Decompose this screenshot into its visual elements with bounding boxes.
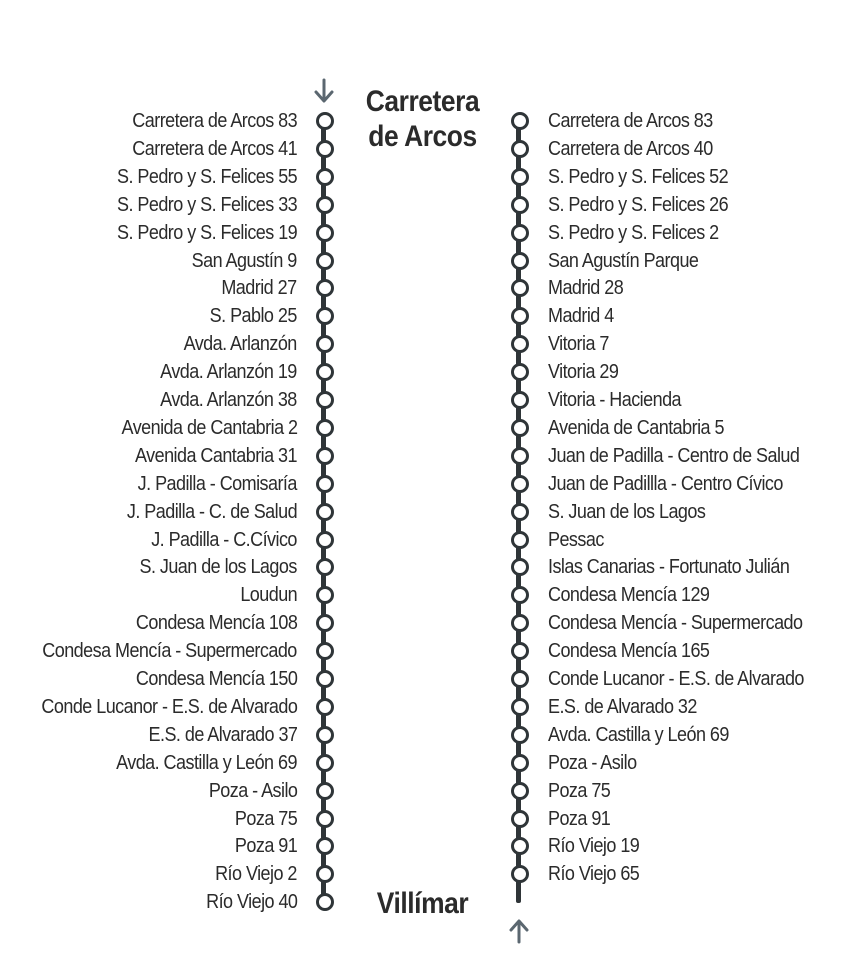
- stop-label: Río Viejo 19: [548, 835, 640, 858]
- stop-label: Conde Lucanor - E.S. de Alvarado: [41, 695, 297, 718]
- stop-marker: [511, 252, 529, 270]
- stop-label: S. Pedro y S. Felices 33: [116, 193, 297, 216]
- stop-marker: [511, 363, 529, 381]
- terminus-bottom-label: [354, 886, 490, 921]
- stop-label: Avenida de Cantabria 2: [121, 416, 297, 439]
- stop-label: Condesa Mencía 165: [548, 640, 710, 663]
- stop-label: Carretera de Arcos 40: [548, 137, 713, 160]
- stop-marker: [511, 475, 529, 493]
- stop-label: Avda. Arlanzón 19: [160, 361, 297, 384]
- stop-label: Río Viejo 2: [215, 863, 297, 886]
- stop-marker: [316, 726, 334, 744]
- stop-label: S. Juan de los Lagos: [139, 556, 297, 579]
- stop-marker: [316, 782, 334, 800]
- stop-marker: [316, 335, 334, 353]
- stop-marker: [511, 196, 529, 214]
- stop-label: Río Viejo 65: [548, 863, 640, 886]
- stop-label: S. Pedro y S. Felices 55: [116, 165, 297, 188]
- stop-marker: [316, 252, 334, 270]
- stop-label: S. Pedro y S. Felices 19: [116, 221, 297, 244]
- stop-marker: [511, 865, 529, 883]
- stop-label: Carretera de Arcos 83: [548, 110, 713, 132]
- stop-marker: [316, 865, 334, 883]
- stop-label: Avda. Castilla y León 69: [548, 723, 729, 746]
- stop-label: Juan de Padillla - Centro Cívico: [548, 472, 783, 495]
- stop-label: J. Padilla - Comisaría: [137, 472, 297, 495]
- stop-label: Condesa Mencía 108: [135, 612, 297, 635]
- stop-label: Poza - Asilo: [208, 779, 297, 802]
- stop-label: Avenida de Cantabria 5: [548, 416, 724, 439]
- stop-label: E.S. de Alvarado 32: [548, 695, 697, 718]
- stop-label: Poza - Asilo: [548, 751, 637, 774]
- stop-marker: [511, 782, 529, 800]
- stop-marker: [511, 586, 529, 604]
- stop-marker: [511, 614, 529, 632]
- stop-marker: [316, 754, 334, 772]
- stop-marker: [511, 531, 529, 549]
- stop-label: S. Pedro y S. Felices 52: [548, 165, 729, 188]
- stop-marker: [316, 307, 334, 325]
- stop-label: S. Juan de los Lagos: [548, 500, 706, 523]
- stop-marker: [511, 642, 529, 660]
- stop-label: Carretera de Arcos 83: [132, 110, 297, 132]
- stop-label: Islas Canarias - Fortunato Julián: [548, 556, 790, 579]
- stop-marker: [316, 112, 334, 130]
- stop-marker: [316, 168, 334, 186]
- stop-label: Avenida Cantabria 31: [135, 444, 297, 467]
- stop-marker: [316, 642, 334, 660]
- stop-marker: [511, 447, 529, 465]
- stop-label: S. Pedro y S. Felices 26: [548, 193, 729, 216]
- stop-label: Vitoria 7: [548, 333, 609, 356]
- stop-marker: [511, 112, 529, 130]
- stop-label: Poza 91: [234, 835, 297, 858]
- stop-label: Madrid 4: [548, 305, 614, 328]
- stop-marker: [511, 837, 529, 855]
- stop-marker: [511, 140, 529, 158]
- stop-marker: [511, 558, 529, 576]
- stop-marker: [316, 531, 334, 549]
- stop-marker: [511, 391, 529, 409]
- stop-marker: [511, 307, 529, 325]
- stop-marker: [511, 279, 529, 297]
- stop-marker: [316, 558, 334, 576]
- stop-label: San Agustín 9: [191, 249, 297, 272]
- stop-marker: [316, 586, 334, 604]
- stop-marker: [511, 810, 529, 828]
- stop-marker: [511, 698, 529, 716]
- stop-marker: [511, 168, 529, 186]
- stop-marker: [316, 391, 334, 409]
- stop-marker: [316, 893, 334, 911]
- stop-marker: [316, 224, 334, 242]
- stop-label: Avda. Castilla y León 69: [116, 751, 297, 774]
- stop-label: Poza 75: [234, 807, 297, 830]
- stop-marker: [511, 503, 529, 521]
- stop-label: E.S. de Alvarado 37: [148, 723, 297, 746]
- stop-marker: [316, 363, 334, 381]
- stop-label: Madrid 27: [221, 277, 297, 300]
- terminus-top-label: [354, 84, 490, 154]
- stop-marker: [511, 335, 529, 353]
- stop-label: Poza 75: [548, 779, 611, 802]
- stop-label: Madrid 28: [548, 277, 624, 300]
- stop-marker: [316, 810, 334, 828]
- stop-marker: [511, 726, 529, 744]
- stop-marker: [316, 503, 334, 521]
- stop-marker: [316, 140, 334, 158]
- stop-label: San Agustín Parque: [548, 249, 699, 272]
- stop-marker: [316, 196, 334, 214]
- stop-label: Condesa Mencía - Supermercado: [548, 612, 803, 635]
- stop-marker: [511, 754, 529, 772]
- stop-marker: [316, 698, 334, 716]
- stop-marker: [511, 419, 529, 437]
- stop-label: Juan de Padilla - Centro de Salud: [548, 444, 800, 467]
- stop-marker: [511, 670, 529, 688]
- stop-marker: [316, 837, 334, 855]
- stop-label: Condesa Mencía 150: [135, 668, 297, 690]
- stop-label: J. Padilla - C.Cívico: [151, 528, 297, 551]
- stop-label: Vitoria - Hacienda: [548, 389, 682, 411]
- stop-label: S. Pablo 25: [209, 305, 297, 328]
- stop-label: Río Viejo 40: [205, 891, 297, 914]
- stop-label: Loudun: [240, 584, 297, 607]
- stop-marker: [316, 670, 334, 688]
- stop-label: Avda. Arlanzón 38: [160, 389, 297, 411]
- stop-label: Condesa Mencía - Supermercado: [42, 640, 297, 663]
- terminus-top-text: Carretera de Arcos: [365, 85, 480, 153]
- stop-label: Condesa Mencía 129: [548, 584, 710, 607]
- terminus-bottom-text: Villímar: [376, 887, 469, 920]
- stop-label: Conde Lucanor - E.S. de Alvarado: [548, 668, 804, 690]
- stop-marker: [316, 614, 334, 632]
- arrow-down-icon: [313, 78, 335, 106]
- arrow-up-icon: [508, 916, 530, 944]
- stop-label: Poza 91: [548, 807, 611, 830]
- stop-label: Avda. Arlanzón: [183, 333, 297, 356]
- stop-label: S. Pedro y S. Felices 2: [548, 221, 719, 244]
- stop-label: Vitoria 29: [548, 361, 619, 384]
- stop-marker: [316, 419, 334, 437]
- stop-label: Carretera de Arcos 41: [132, 137, 297, 160]
- stop-marker: [316, 447, 334, 465]
- stop-marker: [316, 475, 334, 493]
- stop-label: J. Padilla - C. de Salud: [126, 500, 297, 523]
- stop-marker: [511, 224, 529, 242]
- stop-marker: [316, 279, 334, 297]
- stop-label: Pessac: [548, 528, 604, 551]
